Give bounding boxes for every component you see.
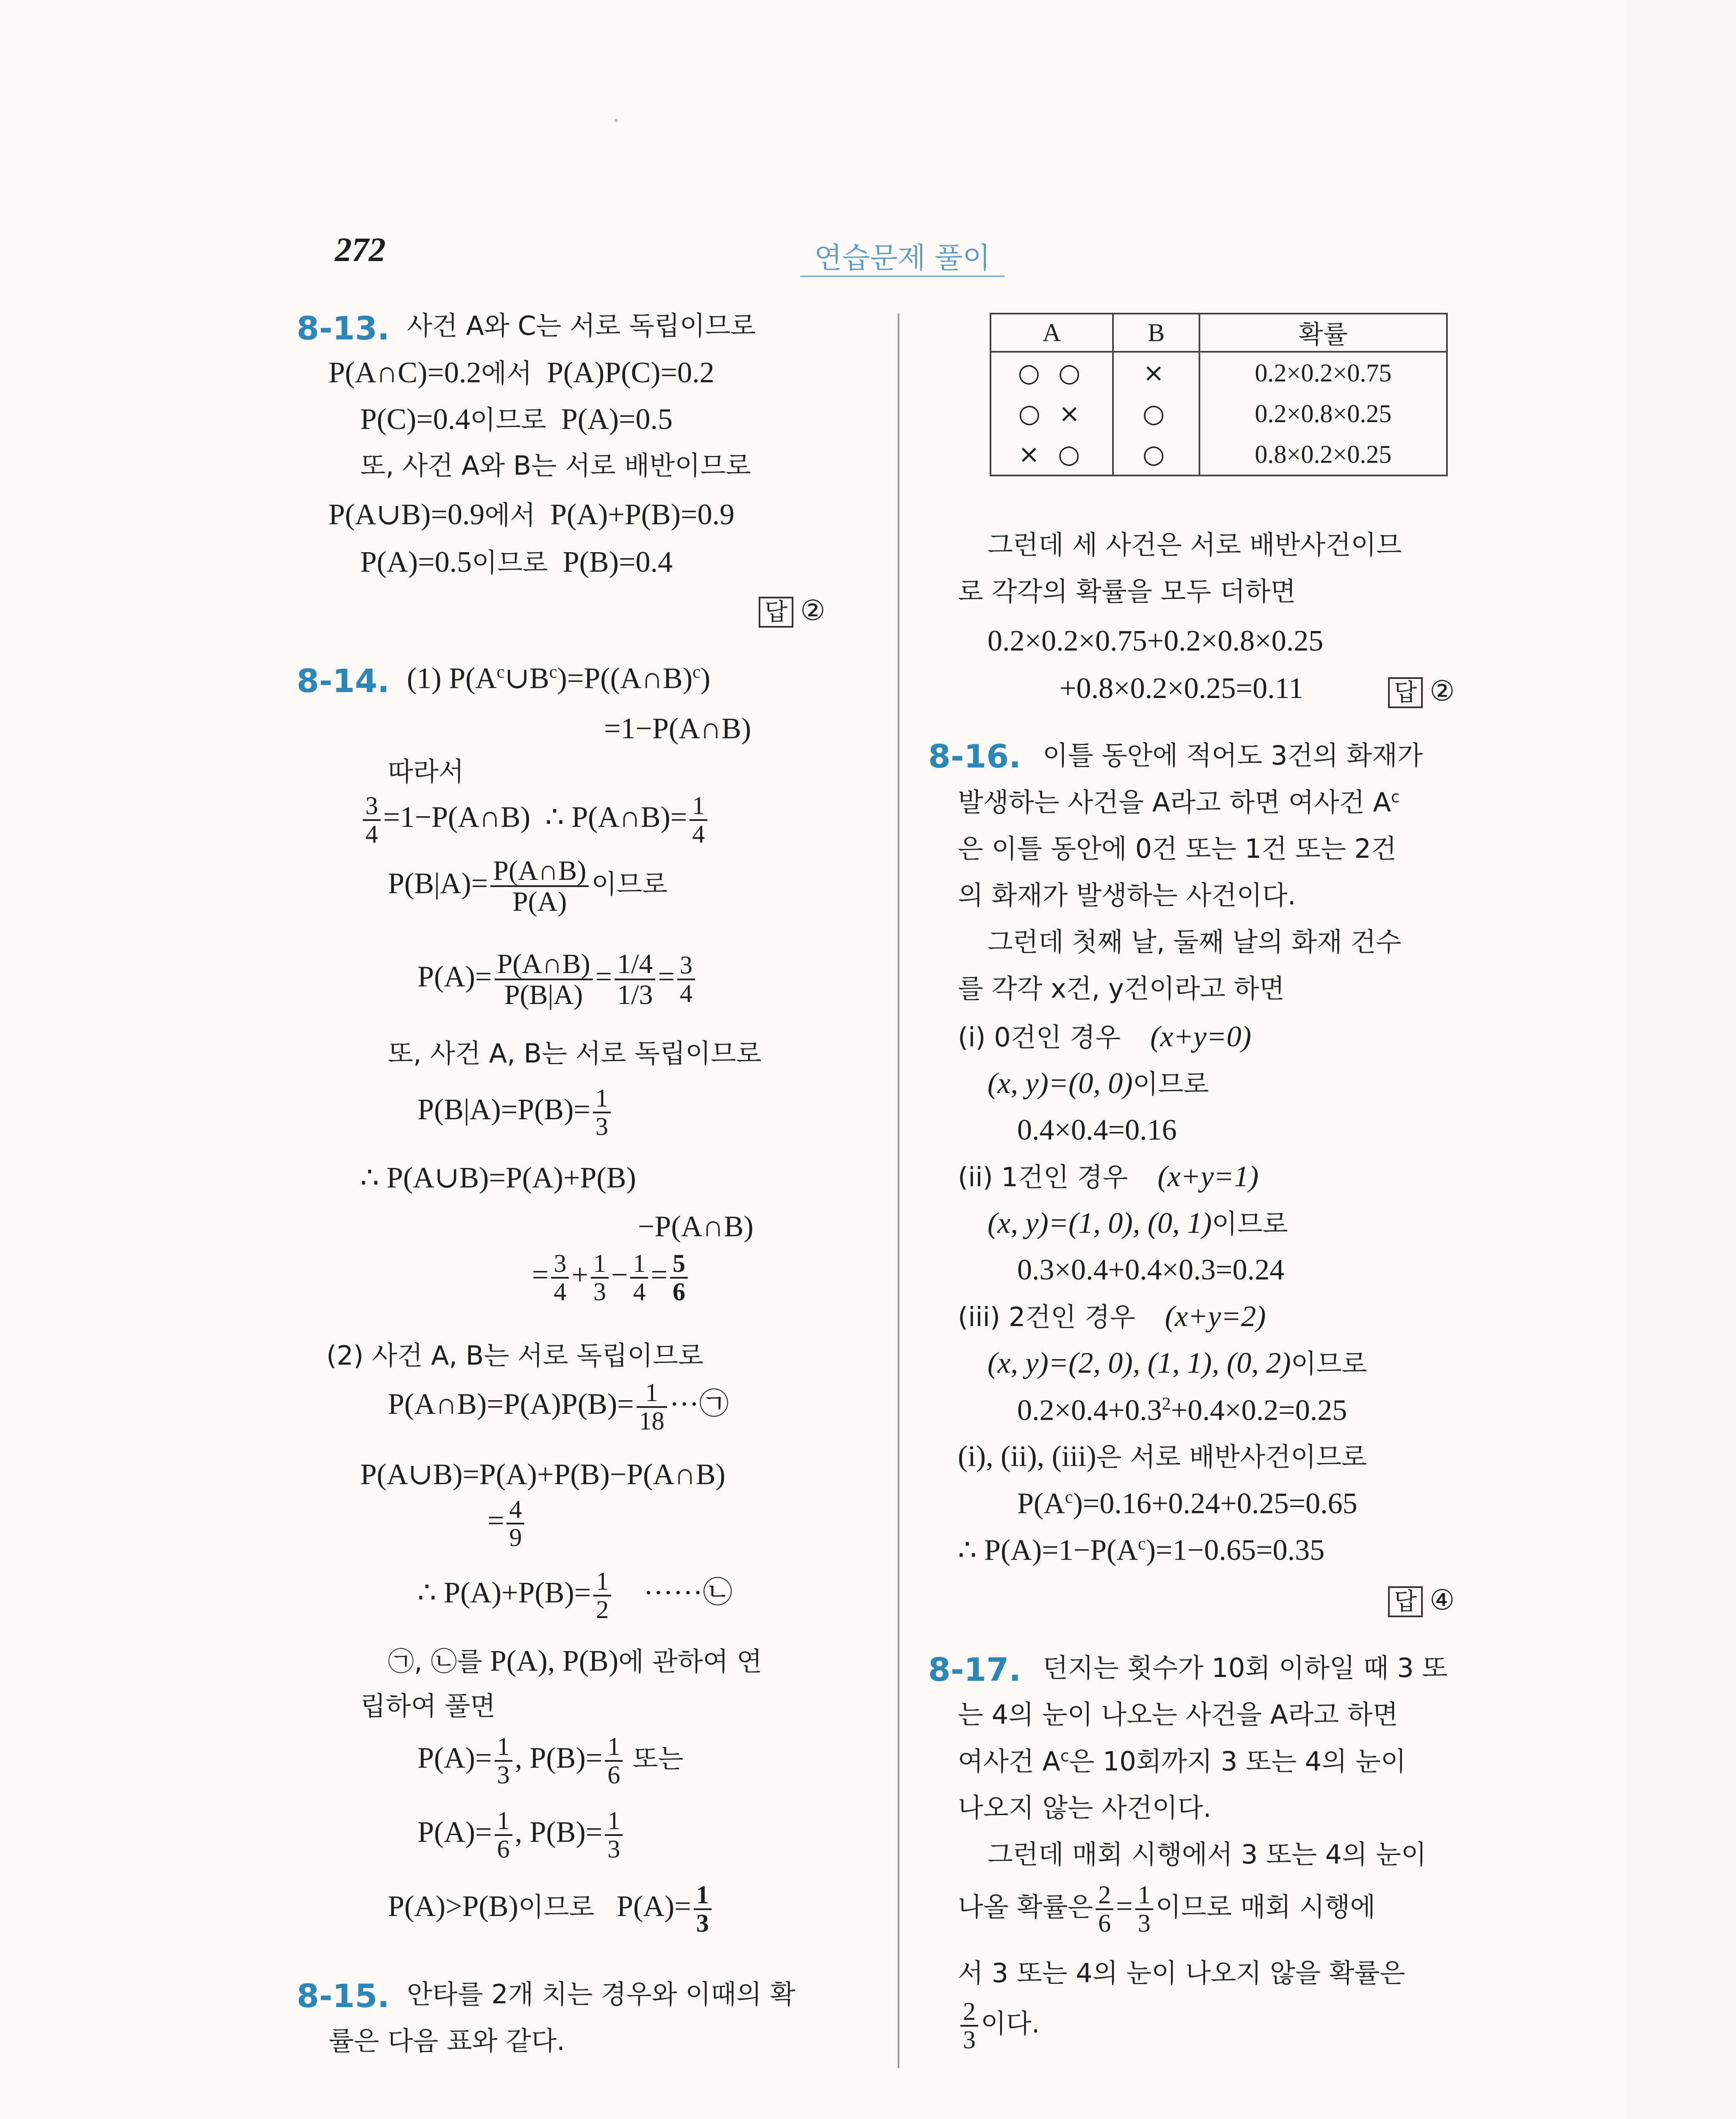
table-row [990, 352, 1447, 393]
problem-number: 8-17. [928, 1651, 1021, 1688]
math-line: (x, y)=(2, 0), (1, 1), (0, 2)이므로 [988, 1347, 1367, 1379]
text-line: 던지는 횟수가 10회 이하일 때 3 또 [1043, 1652, 1448, 1683]
page-number: 272 [335, 231, 386, 269]
math-line: +0.8×0.2×0.25=0.11 [1060, 672, 1304, 705]
text-line: ㉠, ㉡를 P(A), P(B)에 관하여 연 [388, 1645, 762, 1677]
text-line: 서 3 또는 4의 눈이 나오지 않을 확률은 [958, 1958, 1405, 1988]
math-line: (x, y)=(0, 0)이므로 [988, 1067, 1209, 1100]
math-line: P(B|A)=P(B)= $\frac{1}{3}$ [417, 1085, 613, 1140]
table-cell: × [1113, 352, 1199, 393]
math-line: $\frac{2}{3}$ 이다. [958, 1998, 1040, 2053]
math-line: 나올 확률은 $\frac{2}{6}$ = $\frac{1}{3}$ 이므로 매회 시행에 [958, 1881, 1376, 1937]
math-line: ∴ P(A)+P(B)= $\frac{1}{2}$ ······㉡ [417, 1567, 733, 1624]
math-line: ∴ $P(A)=1-P(A^c)=1-0.65=0.35$ [958, 1534, 1325, 1567]
text-line: 로 각각의 확률을 모두 더하면 [958, 576, 1296, 607]
math-line: P(C)=0.4이므로 P(A)=0.5 [360, 403, 673, 436]
probability-table [990, 313, 1448, 476]
math-line: P(A)= $\frac{1}{6}$ , P(B)= $\frac{1}{3}$ [417, 1808, 625, 1863]
column-divider [898, 314, 899, 2068]
text-line: 그런데 매회 시행에서 3 또는 4의 눈이 [988, 1839, 1427, 1870]
math-line: −P(A∩B) [638, 1210, 754, 1243]
header-underline [800, 275, 1004, 277]
table-cell: ○ [1113, 393, 1199, 434]
math-line: P(A)= $\frac{P(A\cap B)}{P(B|A)}$ = $\frac{1/4}{1/3}$ = $\frac{3}{4}$ [417, 949, 698, 1010]
math-line: =1−P(A∩B) [604, 712, 751, 745]
answer: 답 ② [759, 593, 825, 627]
table-cell: ○ × [990, 393, 1113, 434]
math-line: P(A∪B)=P(A)+P(B)−P(A∩B) [360, 1458, 726, 1491]
problem-number: 8-13. [297, 309, 390, 347]
math-line: $\frac{3}{4}$ =1−P(A∩B) ∴ P(A∩B)= $\frac{1}{4}$ [360, 793, 710, 848]
text-line: 여사건 $A^c$은 10회까지 3 또는 4의 눈이 [958, 1746, 1406, 1777]
answer: 답 ④ [1388, 1583, 1455, 1617]
math-line: = $\frac{4}{9}$ [487, 1496, 527, 1551]
text-line: 나오지 않는 사건이다. [958, 1792, 1212, 1823]
text-line: 그런데 첫째 날, 둘째 날의 화재 건수 [988, 926, 1402, 957]
text-line: 사건 A와 C는 서로 독립이므로 [407, 310, 756, 341]
table-cell: 0.2×0.2×0.75 [1199, 352, 1447, 393]
math-line: P(A∩B)=P(A)P(B)= $\frac{1}{18}$ ···㉠ [388, 1379, 729, 1435]
math-line: (i), (ii), (iii)은 서로 배반사건이므로 [958, 1440, 1367, 1473]
math-line: (1) $P(A^c\cup B^c)=P((A\cap B)^c)$ [407, 662, 710, 695]
math-line: P(A∪B)=0.9에서 P(A)+P(B)=0.9 [328, 498, 735, 531]
math-line: (iii) 2건인 경우 (x+y=2) [958, 1300, 1266, 1333]
math-line: (x, y)=(1, 0), (0, 1)이므로 [988, 1207, 1288, 1240]
running-header: 연습문제 풀이 [814, 242, 990, 275]
text-line: 또, 사건 A와 B는 서로 배반이므로 [360, 450, 751, 481]
math-line: (i) 0건인 경우 (x+y=0) [958, 1021, 1252, 1053]
table-cell: × ○ [990, 434, 1113, 476]
stray-mark [615, 119, 618, 122]
problem-number: 8-14. [297, 662, 390, 700]
text-line: 따라서 [388, 756, 464, 787]
text-line: 률은 다음 표와 같다. [328, 2025, 565, 2056]
text-line: 그런데 세 사건은 서로 배반사건이므 [988, 529, 1402, 560]
problem-number: 8-16. [928, 737, 1021, 775]
math-line: ∴ P(A∪B)=P(A)+P(B) [360, 1162, 636, 1194]
answer: 답 ② [1388, 674, 1455, 708]
math-line: 0.2×0.2×0.75+0.2×0.8×0.25 [988, 625, 1324, 657]
table-header: A [990, 314, 1113, 352]
table-header: 확률 [1199, 314, 1447, 352]
table-cell: 0.8×0.2×0.25 [1199, 434, 1447, 476]
text-line: 이틀 동안에 적어도 3건의 화재가 [1043, 740, 1423, 771]
math-line: P(A)= $\frac{1}{3}$ , P(B)= $\frac{1}{6}$ 또는 [417, 1732, 684, 1789]
text-line: 는 4의 눈이 나오는 사건을 A라고 하면 [958, 1699, 1398, 1730]
table-cell: ○ [1113, 434, 1199, 476]
problem-number: 8-15. [297, 1977, 390, 2015]
text-line: 립하여 풀면 [360, 1691, 496, 1721]
math-line: 0.3×0.4+0.4×0.3=0.24 [1017, 1254, 1285, 1286]
math-line: P(A)>P(B)이므로 P(A)= $\frac{1}{3}$ [388, 1882, 714, 1937]
math-line: P(A)=0.5이므로 P(B)=0.4 [360, 546, 673, 578]
text-line: 를 각각 x건, y건이라고 하면 [958, 973, 1285, 1004]
table-row [990, 393, 1447, 434]
text-line: 또, 사건 A, B는 서로 독립이므로 [388, 1038, 762, 1069]
text-line: 발생하는 사건을 A라고 하면 여사건 $A^c$ [958, 787, 1400, 818]
table-cell: 0.2×0.8×0.25 [1199, 393, 1447, 434]
math-line: $P(A^c)=0.16+0.24+0.25=0.65$ [1017, 1487, 1358, 1520]
math-line: P(A∩C)=0.2에서 P(A)P(C)=0.2 [328, 356, 715, 389]
text-line: (2) 사건 A, B는 서로 독립이므로 [326, 1340, 704, 1371]
text-line: 의 화재가 발생하는 사건이다. [958, 880, 1296, 911]
math-line: = $\frac{3}{4}$ + $\frac{1}{3}$ − $\frac{1}{4}$ = $\frac{5}{6}$ [532, 1250, 690, 1305]
table-cell: ○ ○ [990, 352, 1113, 393]
table-header: B [1113, 314, 1199, 352]
text-line: 은 이틀 동안에 0건 또는 1건 또는 2건 [958, 833, 1397, 864]
math-line: 0.4×0.4=0.16 [1017, 1114, 1177, 1146]
text-line: 안타를 2개 치는 경우와 이때의 확 [407, 1979, 796, 2010]
math-line: (ii) 1건인 경우 (x+y=1) [958, 1160, 1259, 1193]
math-line: P(B|A)= $\frac{P(A\cap B)}{P(A)}$ 이므로 [388, 855, 668, 918]
table-row [990, 434, 1447, 476]
table-header-row [990, 314, 1447, 352]
math-line: $0.2\times 0.4+0.3^2+0.4\times 0.2=0.25$ [1017, 1394, 1347, 1427]
